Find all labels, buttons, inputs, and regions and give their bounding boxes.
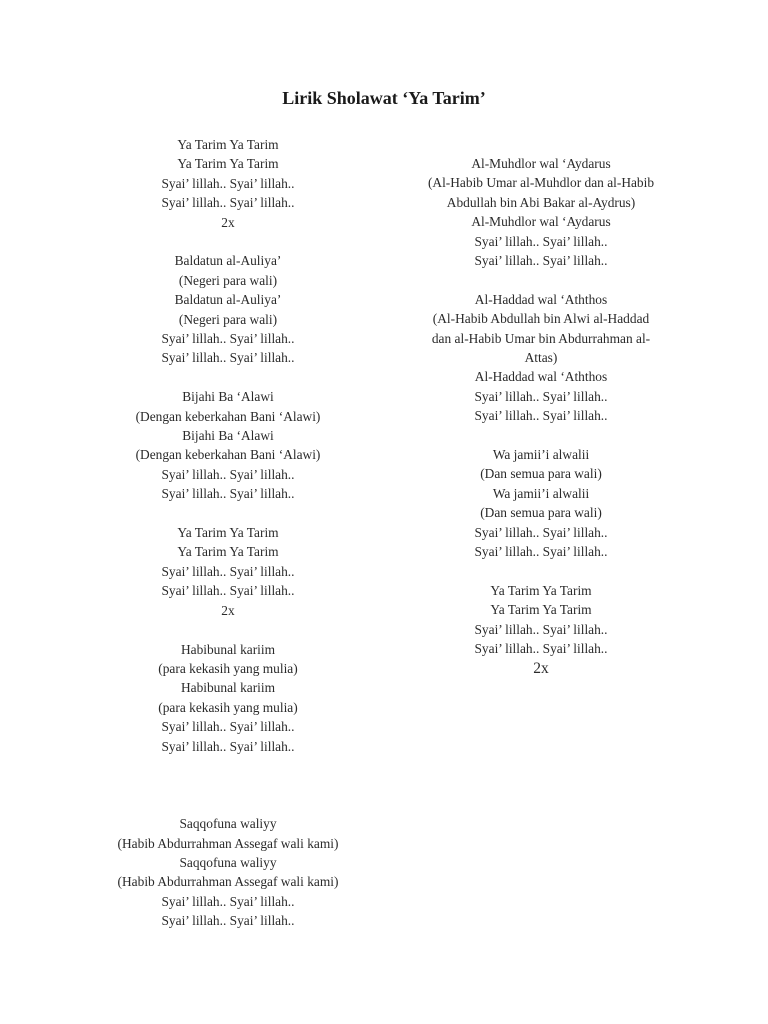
lyric-line: Syai’ lillah.. Syai’ lillah..	[474, 524, 608, 540]
lyric-line: Syai’ lillah.. Syai’ lillah..	[161, 563, 295, 579]
lyric-line: (Negeri para wali)	[178, 311, 278, 327]
lyric-line: Syai’ lillah.. Syai’ lillah..	[474, 641, 608, 657]
lyric-line: Wa jamii’i alwalii	[492, 485, 590, 501]
lyric-line: Syai’ lillah.. Syai’ lillah..	[161, 719, 295, 735]
repeat-marker: 2x	[533, 659, 549, 677]
lyric-line: Syai’ lillah.. Syai’ lillah..	[474, 253, 608, 269]
lyric-line: Syai’ lillah.. Syai’ lillah..	[161, 195, 295, 211]
lyric-line: dan al-Habib Umar bin Abdurrahman al-	[431, 330, 651, 346]
blank-line	[90, 795, 366, 814]
lyric-line: (Dengan keberkahan Bani ‘Alawi)	[135, 408, 321, 424]
lyric-line: Bijahi Ba ‘Alawi	[182, 389, 274, 405]
lyric-line: Baldatun al-Auliya’	[174, 253, 282, 269]
repeat-marker: 2x	[221, 602, 235, 618]
lyric-line: Syai’ lillah.. Syai’ lillah..	[474, 388, 608, 404]
repeat-marker: 2x	[221, 214, 235, 230]
blank-line	[400, 426, 682, 445]
blank-line	[400, 562, 682, 581]
lyric-line: Syai’ lillah.. Syai’ lillah..	[161, 583, 295, 599]
lyric-line: Syai’ lillah.. Syai’ lillah..	[161, 331, 295, 347]
lyric-line: Baldatun al-Auliya’	[174, 292, 282, 308]
lyric-line: Saqqofuna waliyy	[179, 816, 277, 832]
lyric-line: (Habib Abdurrahman Assegaf wali kami)	[117, 874, 339, 890]
lyric-line: (para kekasih yang mulia)	[158, 660, 298, 676]
lyric-line: (Al-Habib Umar al-Muhdlor dan al-Habib	[427, 175, 655, 191]
lyric-line: Syai’ lillah.. Syai’ lillah..	[161, 175, 295, 191]
lyric-line: (Dan semua para wali)	[480, 505, 602, 521]
lyric-line: Syai’ lillah.. Syai’ lillah..	[161, 738, 295, 754]
lyric-line: (Dan semua para wali)	[480, 466, 602, 482]
lyric-line: Attas)	[524, 350, 558, 366]
lyric-line: Ya Tarim Ya Tarim	[490, 602, 592, 618]
lyric-line: (Habib Abdurrahman Assegaf wali kami)	[117, 835, 339, 851]
blank-line	[90, 620, 366, 639]
lyric-line: Ya Tarim Ya Tarim	[177, 137, 279, 152]
lyric-line: Wa jamii’i alwalii	[492, 447, 590, 463]
lyric-line: Habibunal kariim	[180, 641, 276, 657]
lyric-line: Syai’ lillah.. Syai’ lillah..	[161, 893, 295, 909]
lyric-line: Habibunal kariim	[180, 680, 276, 696]
lyric-line: Syai’ lillah.. Syai’ lillah..	[474, 233, 608, 249]
lyric-line: Syai’ lillah.. Syai’ lillah..	[161, 466, 295, 482]
blank-line	[90, 504, 366, 523]
blank-line	[90, 368, 366, 387]
blank-line	[90, 775, 366, 794]
lyric-line: Al-Muhdlor wal ‘Aydarus	[471, 156, 611, 171]
lyric-line: Ya Tarim Ya Tarim	[177, 156, 279, 172]
lyric-line: (para kekasih yang mulia)	[158, 699, 298, 715]
document-title: Lirik Sholawat ‘Ya Tarim’	[282, 88, 486, 108]
lyric-line: Bijahi Ba ‘Alawi	[182, 428, 274, 444]
lyric-line: Al-Haddad wal ‘Aththos	[474, 291, 608, 307]
lyric-line: Syai’ lillah.. Syai’ lillah..	[161, 350, 295, 366]
lyric-line: (Negeri para wali)	[178, 272, 278, 288]
left-lyrics-column	[90, 135, 366, 931]
lyric-line: Ya Tarim Ya Tarim	[177, 525, 279, 541]
blank-line	[90, 756, 366, 775]
right-lyrics-column	[400, 154, 682, 678]
lyric-line: Al-Haddad wal ‘Aththos	[474, 369, 608, 385]
blank-line	[400, 270, 682, 289]
lyric-line: Saqqofuna waliyy	[179, 854, 277, 870]
lyric-line: Ya Tarim Ya Tarim	[490, 582, 592, 598]
lyric-line: Abdullah bin Abi Bakar al-Aydrus)	[446, 194, 636, 210]
lyric-line: Syai’ lillah.. Syai’ lillah..	[161, 486, 295, 502]
lyric-line: (Dengan keberkahan Bani ‘Alawi)	[135, 447, 321, 463]
lyric-line: Al-Muhdlor wal ‘Aydarus	[471, 214, 611, 230]
lyric-line: Syai’ lillah.. Syai’ lillah..	[474, 408, 608, 424]
blank-line	[90, 232, 366, 251]
lyric-line: Ya Tarim Ya Tarim	[177, 544, 279, 560]
lyric-line: Syai’ lillah.. Syai’ lillah..	[474, 621, 608, 637]
lyric-line: Syai’ lillah.. Syai’ lillah..	[474, 544, 608, 560]
lyric-line: Syai’ lillah.. Syai’ lillah..	[161, 913, 295, 929]
lyric-line: (Al-Habib Abdullah bin Alwi al-Haddad	[432, 311, 650, 327]
